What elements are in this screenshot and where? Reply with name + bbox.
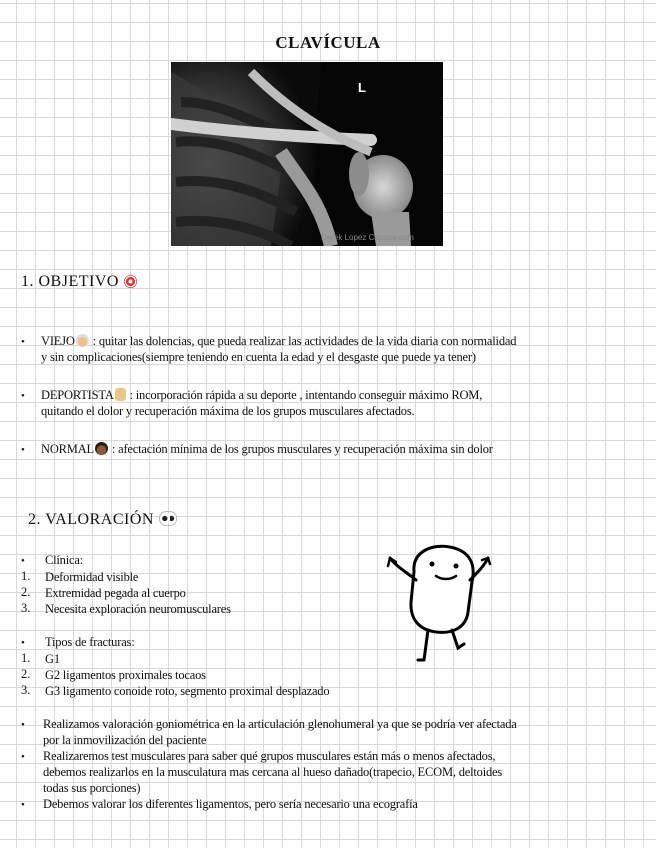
objetivo-item-viejo: [41, 333, 516, 365]
old-person-icon: [76, 334, 89, 347]
note-line: por la inmovilización del paciente: [43, 733, 207, 747]
target-icon: [124, 275, 137, 288]
list-number: 1.: [21, 651, 31, 665]
note-line: Realizaremos test musculares para saber qué grupos musculares están más o menos afectados,: [43, 749, 496, 763]
objetivo-item-normal: [41, 441, 493, 457]
bullet-dot: •: [21, 336, 25, 348]
bullet-dot: •: [21, 390, 25, 402]
section-valoracion-heading: [28, 511, 178, 529]
list-number: 1.: [21, 569, 31, 583]
bullet-dot: •: [21, 751, 25, 763]
clinica-item: Deformidad visible: [45, 570, 139, 584]
stick-figure-drawing: [384, 542, 492, 664]
valoracion-note-ligamentos: [43, 796, 418, 812]
list-number: 2.: [21, 667, 31, 681]
person-icon: [95, 442, 108, 455]
bullet-dot: •: [21, 444, 25, 456]
document-title: CLAVÍCULA: [275, 33, 381, 52]
note-line: Realizamos valoración goniométrica en la articulación glenohumeral ya que se podría ver afectada: [43, 717, 517, 731]
bullet-dot: •: [21, 799, 25, 811]
objetivo-item-text-cont: quitando el dolor y recuperación máxima de los grupos musculares afectados.: [41, 404, 415, 418]
objetivo-item-text-cont: y sin complicaciones(siempre teniendo en cuenta la edad y el desgaste que puede ya tener): [41, 350, 476, 364]
fractura-item: G3 ligamento conoide roto, segmento proximal desplazado: [45, 684, 330, 698]
note-line: Debemos valorar los diferentes ligamentos, pero sería necesario una ecografía: [43, 797, 418, 811]
objetivo-item-deportista: [41, 387, 482, 419]
objetivo-item-text: : quitar las dolencias, que pueda realizar las actividades de la vida diaria con normalidad: [89, 334, 517, 348]
objetivo-item-label: VIEJO: [41, 334, 75, 348]
valoracion-note-goniometria: [43, 716, 517, 748]
objetivo-item-text: : afectación mínima de los grupos musculares y recuperación máxima sin dolor: [108, 442, 493, 456]
fractura-item: G1: [45, 652, 60, 666]
objetivo-item-text: : incorporación rápida a su deporte , intentando conseguir máximo ROM,: [126, 388, 483, 402]
clinica-label: Clínica:: [45, 553, 83, 567]
xray-watermark: Derek Lopez Capape.com: [321, 233, 414, 242]
note-line: debemos realizarlos en la musculatura mas cercana al hueso dañado(trapecio, ECOM, deltoides: [43, 765, 503, 779]
xray-side-marker: L: [358, 80, 366, 95]
clinica-item: Necesita exploración neuromusculares: [45, 602, 231, 616]
eyes-icon: [159, 511, 177, 526]
objetivo-item-label: DEPORTISTA: [41, 388, 114, 402]
list-number: 3.: [21, 601, 31, 615]
list-number: 3.: [21, 683, 31, 697]
fracturas-label: Tipos de fracturas:: [45, 635, 135, 649]
runner-icon: [115, 388, 126, 401]
clavicle-xray-image: [171, 62, 443, 246]
bullet-dot: •: [21, 719, 25, 731]
bullet-dot: •: [21, 555, 25, 567]
list-number: 2.: [21, 585, 31, 599]
valoracion-heading-text: 2. VALORACIÓN: [28, 511, 154, 528]
bullet-dot: •: [21, 637, 25, 649]
section-objetivo-heading: [21, 273, 138, 291]
objetivo-heading-text: 1. OBJETIVO: [21, 273, 119, 290]
objetivo-item-label: NORMAL: [41, 442, 94, 456]
fractura-item: G2 ligamentos proximales tocaos: [45, 668, 206, 682]
note-line: todas sus porciones): [43, 781, 141, 795]
valoracion-note-test-musculares: [43, 748, 502, 796]
clinica-item: Extremidad pegada al cuerpo: [45, 586, 186, 600]
